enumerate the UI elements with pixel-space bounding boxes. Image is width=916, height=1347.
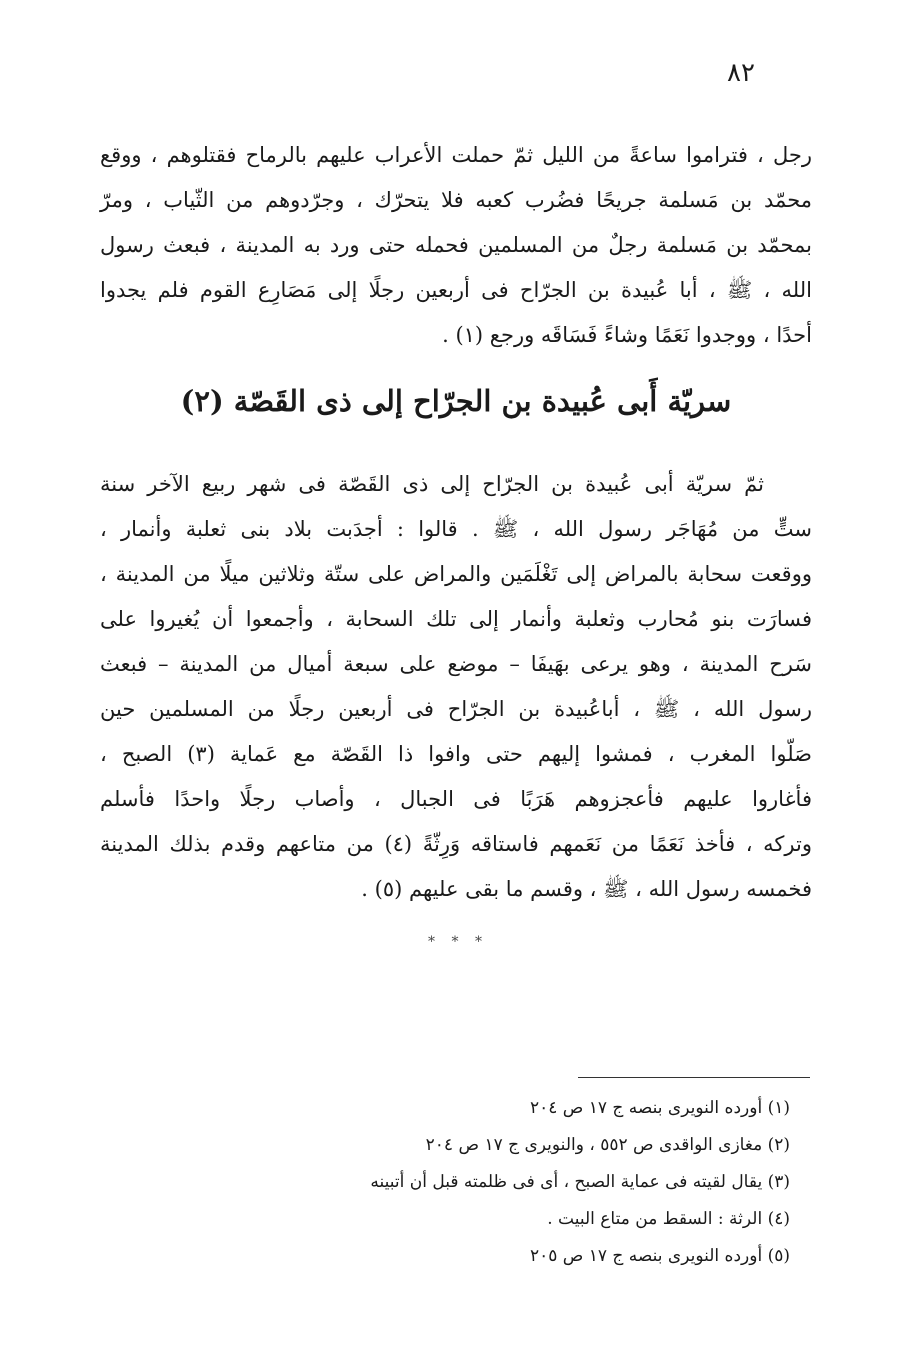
paragraph-1-line: رجل ، فتراموا ساعةً من الليل ثمّ حملت الأعراب عليهم بالرماح فقتلوهم ، ووقع — [100, 143, 812, 167]
page-number: ٨٢ — [727, 58, 755, 88]
paragraph-1 — [100, 133, 812, 358]
paragraph-2-line: سَرح المدينة ، وهو يرعى بهَيفَا – موضع على سبعة أميال من المدينة – فبعث — [100, 652, 812, 676]
footnote: (٥) أورده النويرى بنصه ج ١٧ ص ٢٠٥ — [529, 1246, 790, 1266]
paragraph-2-line: صَلّوا المغرب ، فمشوا إليهم حتى وافوا ذا القَصّة مع عَماية (٣) الصبح ، — [100, 742, 812, 766]
section-heading: سريّة أَبى عُبيدة بن الجرّاح إلى ذى القَصّة (٢) — [180, 384, 732, 418]
paragraph-1-line: الله ، ﷺ ، أبا عُبيدة بن الجرّاح فى أربعين رجلًا إلى مَصَارِع القوم فلم يجدوا — [100, 278, 812, 302]
footnote: (٣) يقال لقيته فى عماية الصبح ، أى فى ظلمته قبل أن أتبينه — [370, 1172, 790, 1192]
paragraph-2-line: ووقعت سحابة بالمراض إلى تَغْلَمَين والمراض على ستّة وثلاثين ميلًا من المدينة ، — [100, 562, 812, 586]
footnotes — [200, 1090, 790, 1275]
paragraph-2 — [100, 462, 812, 912]
footnote: (١) أورده النويرى بنصه ج ١٧ ص ٢٠٤ — [529, 1098, 790, 1118]
paragraph-1-line: محمّد بن مَسلمة جريحًا فضُرب كعبه فلا يتحرّك ، وجرّدوهم من الثّياب ، ومرّ — [100, 188, 812, 212]
footnote-divider — [578, 1077, 810, 1078]
paragraph-1-line: بمحمّد بن مَسلمة رجلٌ من المسلمين فحمله حتى ورد به المدينة ، فبعث رسول — [100, 233, 812, 257]
footnote: (٤) الرثة : السقط من متاع البيت . — [547, 1209, 790, 1229]
section-separator: * * * — [428, 934, 488, 950]
paragraph-2-line: فسارَت بنو مُحارب وثعلبة وأنمار إلى تلك السحابة ، وأجمعوا أن يُغيروا على — [100, 607, 812, 631]
paragraph-2-line: فأغاروا عليهم فأعجزوهم هَرَبًا فى الجبال ، وأصاب رجلًا واحدًا فأسلم — [100, 787, 812, 811]
paragraph-2-line: رسول الله ، ﷺ ، أباعُبيدة بن الجرّاح فى أربعين رجلًا من المسلمين حين — [100, 697, 812, 721]
paragraph-2-line: وتركه ، فأخذ نَعَمًا من نَعَمهم فاستاقه وَرِثّةً (٤) من متاعهم وقدم بذلك المدينة — [100, 832, 812, 856]
footnote: (٢) مغازى الواقدى ص ٥٥٢ ، والنويرى ج ١٧ ص ٢٠٤ — [425, 1135, 790, 1155]
paragraph-2-line: ستٍّ من مُهَاجَر رسول الله ، ﷺ . قالوا : أجدَبت بلاد بنى ثعلبة وأنمار ، — [100, 517, 812, 541]
paragraph-2-line: فخمسه رسول الله ، ﷺ ، وقسم ما بقى عليهم (٥) . — [361, 877, 812, 901]
paragraph-2-line: ثمّ سريّة أبى عُبيدة بن الجرّاح إلى ذى القَصّة فى شهر ربيع الآخر سنة — [100, 472, 764, 496]
paragraph-1-line: أحدًا ، ووجدوا نَعَمًا وشاءً فَسَاقَه ورجع (١) . — [442, 323, 812, 347]
